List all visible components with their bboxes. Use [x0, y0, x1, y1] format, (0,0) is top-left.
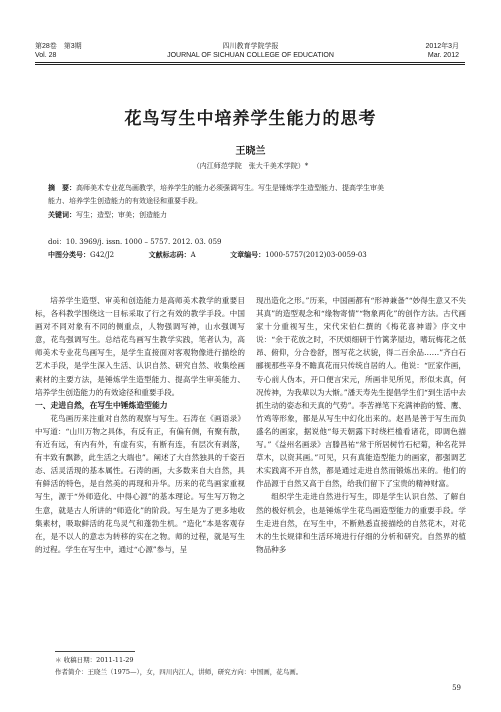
abstract-label: 摘 要：: [48, 183, 76, 192]
body-column-right: [256, 294, 466, 556]
keywords-line: [48, 208, 458, 222]
header-date-cn: 2012年3月: [425, 43, 459, 50]
abstract-line: [48, 181, 458, 195]
footnote-rule: [55, 651, 135, 652]
header-date: [426, 42, 459, 60]
header-rule: [35, 62, 465, 63]
header-rule-thin: [35, 64, 465, 65]
article-title: 花鸟写生中培养学生能力的思考: [124, 109, 377, 129]
header-volume-cn: 第28卷 第3期: [35, 43, 82, 50]
doi-line: doi：10. 3969/j. issn. 1000 – 5757. 2012. 03. 059: [48, 238, 222, 246]
doc-code-label: 文献标志码：: [148, 250, 191, 259]
footnote-author-info: 作者简介：王晓兰（1975—），女，四川内江人，讲师，研究方向：中国画，花鸟画。: [55, 668, 303, 676]
header-date-en: Mar. 2012: [427, 52, 459, 59]
body-paragraph-1: 培养学生造型、审美和创造能力是高师美术教学的重要目标，各科教学围绕这一目标采取了行之有效的教学手段。中国画对不同对象有不同的侧重点，人物强调写神，山水强调写意，花鸟强调写生。总结花鸟画写生教学实践，笔者认为，高师美术专业花鸟画写生，是学生直接面对客观物像进行描绘的艺术手段，是学生深入生活、认识自然、研究自然、收集绘画素材的主要方法，是锤炼学生造型能力、提高学生审美能力、培养学生创造能力的有效途径和重要手段。: [35, 296, 245, 397]
footnote-received: ＊ 收稿日期：2011-11-29: [55, 656, 134, 664]
doc-code-value: A: [190, 251, 196, 259]
article-number-value: 1000-5757(2012)03-0059-03: [265, 251, 367, 259]
body-column-left: [35, 294, 245, 556]
body-paragraph-4: 组织学生走进自然进行写生，即是学生认识自然、了解自然的极好机会，也是锤炼学生花鸟画造型能力的重要手段。学生走进自然，在写生中，不断熟悉直接描绘的自然花木，对花木的生长规律和生活环境进行仔细的分析和研究。自然界的植物品种多: [256, 492, 466, 554]
section-heading-1: 一、走进自然，在写生中锤炼造型能力: [35, 400, 168, 410]
classification-line: [48, 250, 458, 260]
body-paragraph-3: 现出造化之形。”历来，中国画都有“形神兼备”“妙得生意又不失其真”的造型观念和“缘物寄情”“物象两化”的创作方法。古代画家十分重视写生，宋代宋伯仁撰的《梅花喜神谱》序文中说：“余于花放之时，不厌烦细研于竹篱茅屋边，嗜玩梅花之低昂、俯仰，分合卷舒，图写花之状貌，得二百余品……”齐白石郦视那些辛身不瞻真花而只传统自居的人。他说：“匠家作画，专心前人伪本，开口便言宋元，所画非见所见，形似未真，何况传神，为我辈以为大惭。”潘天寿先生提倡学生们“到生活中去抓生动的姿态和天真的气势”。李苦禅笔下充满神韵的鹫、鹰、竹鸡等形象，都是从写生中幻化出来的。赵昌是善于写生而负盛名的画家，据说他“每天朝露下时绕栏槛看诸花，即调色描写。”《益州名画录》言滕昌祐“常于所居树竹石杞菊，种名花异草木，以资其画。”可见，只有真能造型能力的画家，都强调艺术实践离不开自然，都是通过走进自然而锻炼出来的。他们的作品源于自然又高于自然，给我们留下了宝贵的精神财富。: [256, 296, 466, 489]
clc-label: 中图分类号：: [48, 250, 90, 259]
header-journal-en: JOURNAL OF SICHUAN COLLEGE OF EDUCATION: [167, 52, 334, 59]
author-affiliation: （内江师范学院 张大千美术学院）*: [192, 162, 309, 170]
page-number: 59: [452, 684, 461, 692]
header-journal-cn: 四川教育学院学报: [222, 43, 279, 50]
abstract-block: [48, 181, 458, 222]
article-author: 王晓兰: [235, 146, 266, 157]
header-volume-en: Vol. 28: [35, 52, 57, 59]
abstract-text-2: 能力、培养学生创造能力的有效途径和重要手段。: [48, 197, 202, 205]
keywords-label: 关键词：: [48, 210, 76, 219]
article-number-label: 文章编号：: [230, 250, 266, 259]
abstract-text-1: 高师美术专业花鸟画教学，培养学生的能力必须强调写生。写生是锤炼学生造型能力、提高学生审美: [76, 184, 384, 192]
body-paragraph-2: 花鸟画历来注重对自然的观察与写生。石涛在《画语录》中写道：“山川万物之具体，有反有正，有偏有侧，有聚有散，有近有远，有内有外，有虚有实，有断有连，有层次有剥落，有丰致有飘渺，此生活之大端也”。阐述了大自然独具的千姿百态、活灵活现的基本属性。石涛的画，大多数来自大自然，具有鲜活的特色，是自然美的再现和升华。历来的花鸟画家重视写生，源于“外师造化、中得心源”的基本理论。写生写万物之生意，就是古人所讲的“师造化”的阶段。写生是为了更多地收集素材，吸取鲜活的花鸟灵气和蓬勃生机。“造化”本是客观存在，是不以人的意志为转移的实在之物。师的过程，就是写生的过程。学生在写生中，通过“心源”参与，呈: [35, 413, 245, 554]
keywords-text: 写生；造型；审美；创造能力: [76, 211, 167, 219]
clc-value: G42/J2: [90, 251, 115, 259]
